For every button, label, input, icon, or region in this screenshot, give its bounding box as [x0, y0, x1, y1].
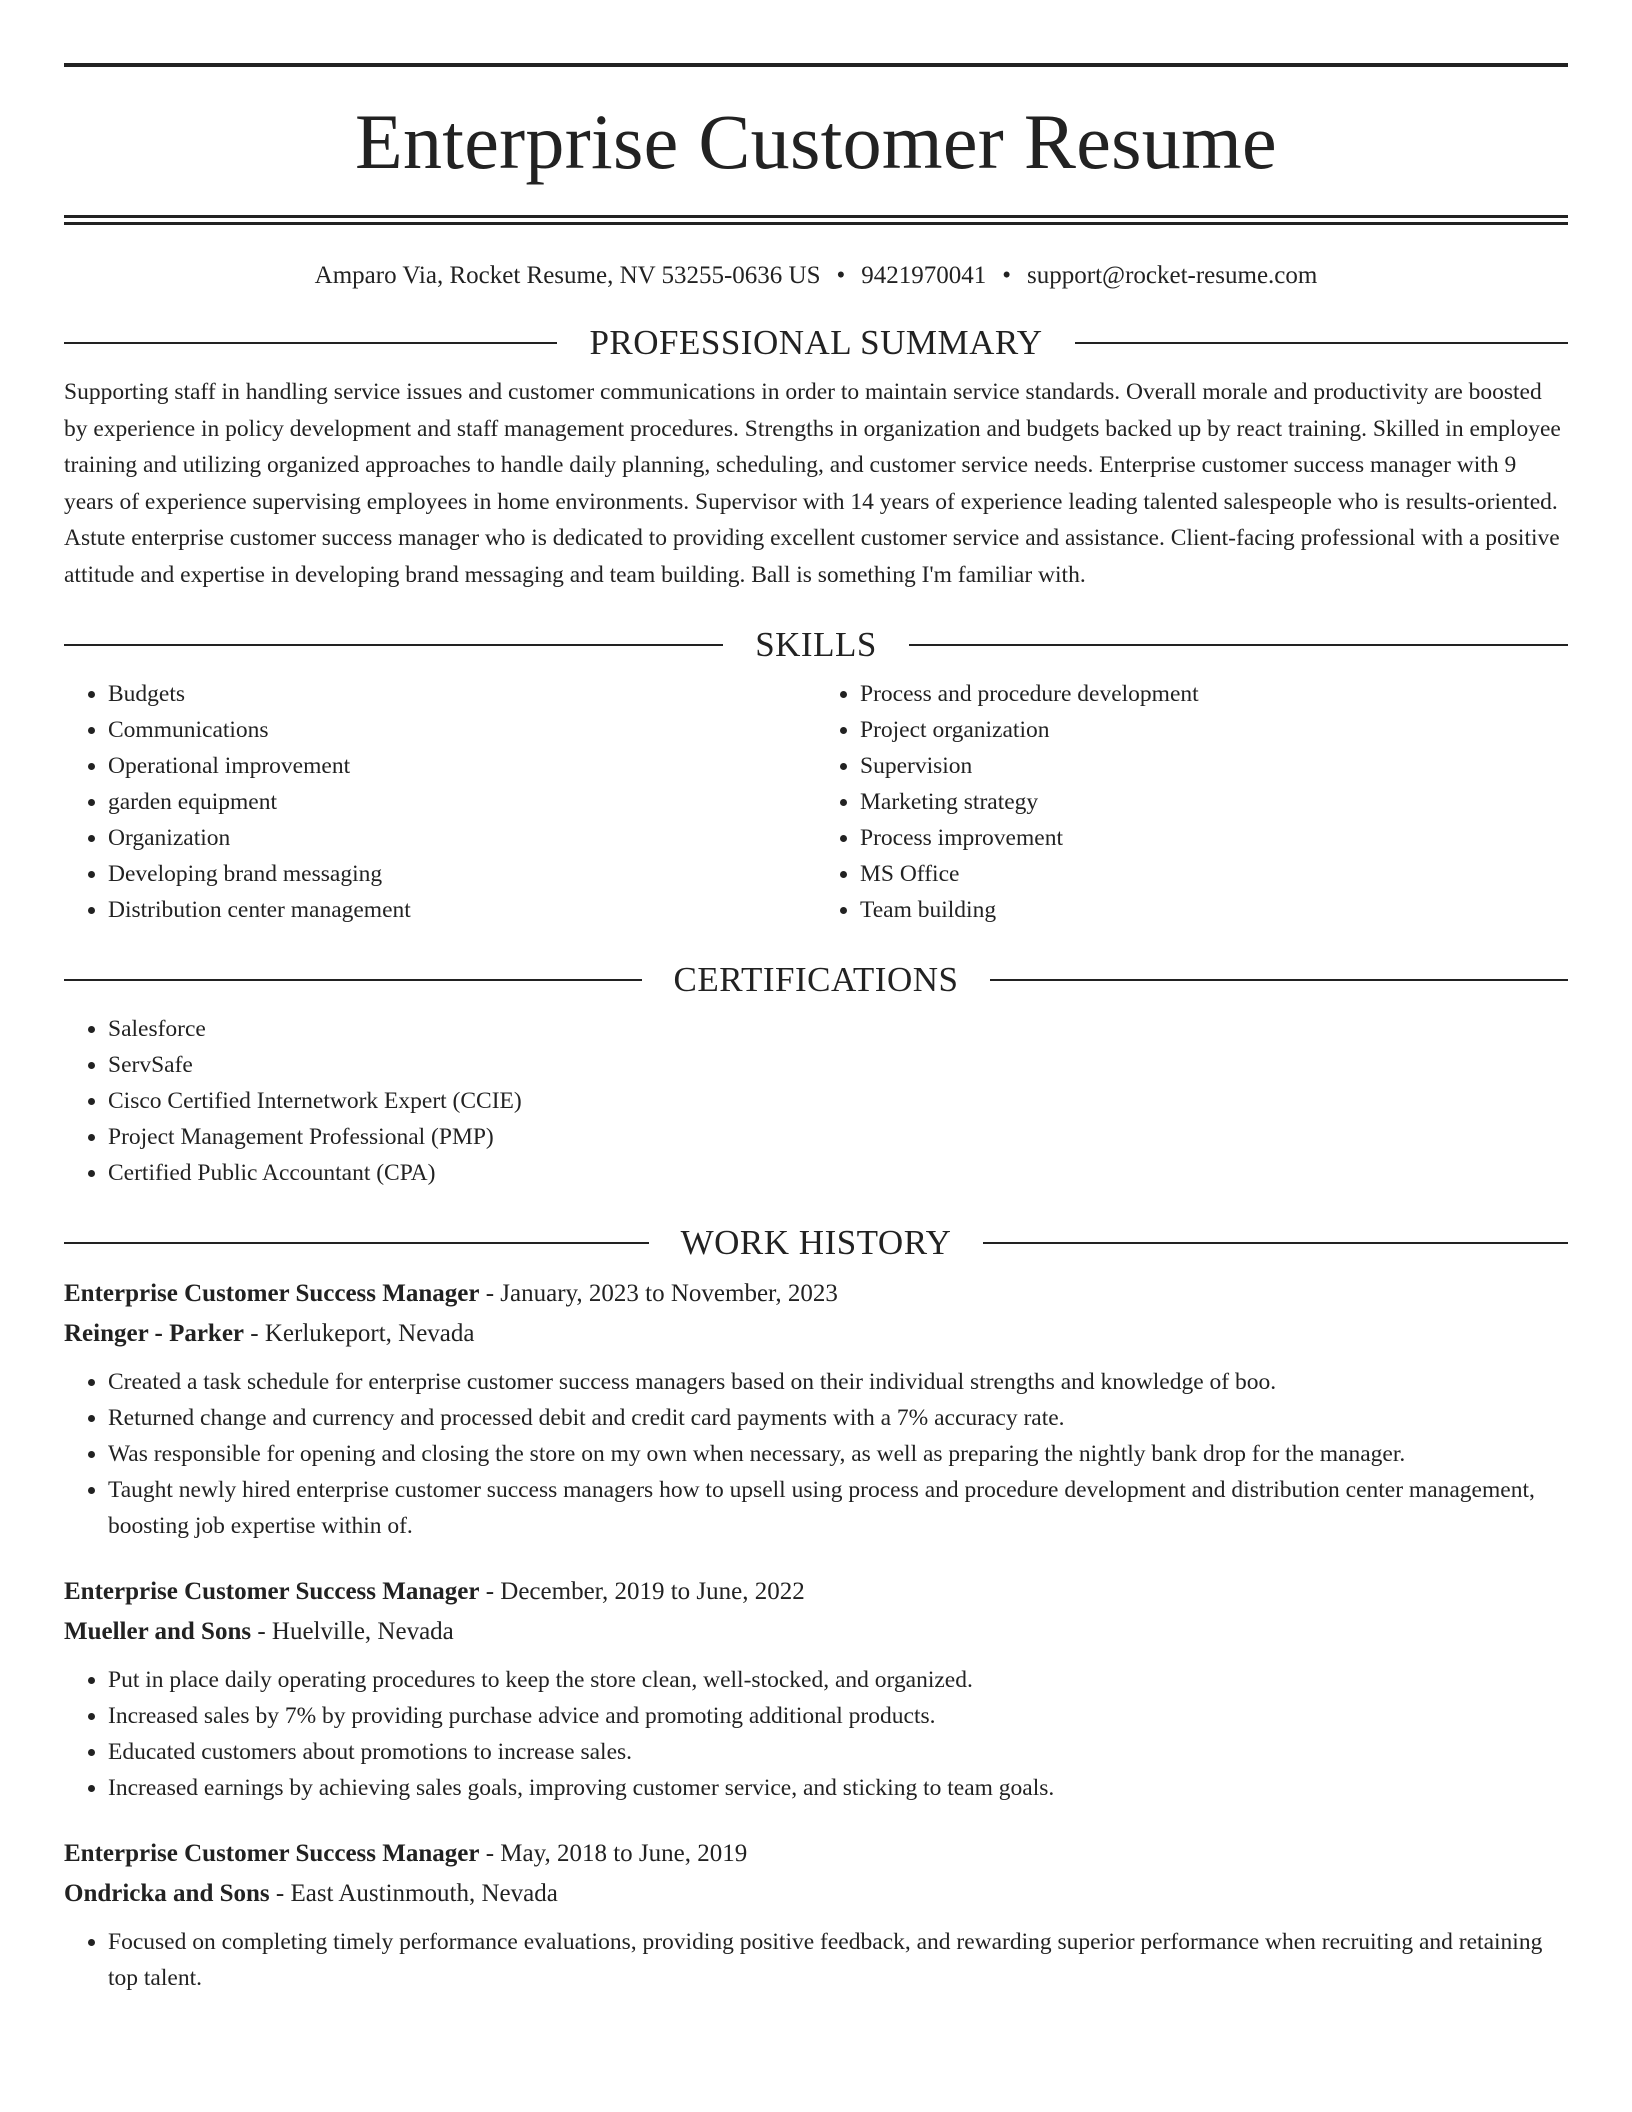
heading-rule-right — [983, 1242, 1568, 1244]
heading-rule-right — [1075, 342, 1568, 344]
summary-text: Supporting staff in handling service issues and customer communications in order to maintain service standards. Overall morale and productivity are boosted by experience in policy development and staff management procedures. Strengths in organization and budgets backed up by react training. Skilled in employee training and utilizing organized approaches to handle daily planning, scheduling, and customer service needs. Enterprise customer success manager with 9 years of experience supervising employees in home environments. Supervisor with 14 years of experience leading talented salespeople who is results-oriented. Astute enterprise customer success manager who is dedicated to providing excellent customer service and assistance. Client-facing professional with a positive attitude and expertise in developing brand messaging and team building. Ball is something I'm familiar with. — [64, 379, 1561, 588]
skill-item: • Supervision — [860, 748, 1568, 784]
top-rule — [64, 63, 1568, 67]
job-bullet: • Increased earnings by achieving sales goals, improving customer service, and sticking to team goals. — [108, 1770, 1568, 1806]
section-heading-summary — [64, 325, 1568, 360]
skill-item: • Organization — [108, 820, 816, 856]
section-title: WORK HISTORY — [680, 1223, 952, 1262]
heading-rule-right — [909, 644, 1568, 646]
heading-rule-left — [64, 342, 557, 344]
job-company: Reinger - Parker — [64, 1320, 245, 1347]
section-title: CERTIFICATIONS — [673, 960, 959, 999]
contact-separator: • — [836, 262, 846, 289]
contact-separator: • — [1002, 262, 1012, 289]
job-dates: - May, 2018 to June, 2019 — [479, 1840, 748, 1867]
job-bullet: • Focused on completing timely performance evaluations, providing positive feedback, and rewarding superior performance when recruiting and retaining top talent. — [108, 1924, 1568, 1996]
job-bullet: • Taught newly hired enterprise customer success managers how to upsell using process and procedure development and distribution center management, boosting job expertise within of. — [108, 1472, 1568, 1544]
job-company: Mueller and Sons — [64, 1618, 252, 1645]
skills-grid — [64, 676, 1568, 928]
skills-list-right — [816, 676, 1568, 928]
job-bullets — [64, 1364, 1568, 1544]
job-dates: - January, 2023 to November, 2023 — [479, 1280, 838, 1307]
skill-item: • Budgets — [108, 676, 816, 712]
section-heading-work — [64, 1225, 1568, 1260]
skill-item: • Operational improvement — [108, 748, 816, 784]
job-bullet: • Created a task schedule for enterprise customer success managers based on their individual strengths and knowledge of boo. — [108, 1364, 1568, 1400]
job-title: Enterprise Customer Success Manager — [64, 1280, 480, 1307]
job-bullet: • Put in place daily operating procedures to keep the store clean, well-stocked, and organized. — [108, 1662, 1568, 1698]
job-location: - East Austinmouth, Nevada — [269, 1880, 558, 1907]
job-company-line — [64, 1612, 1568, 1652]
job-title: Enterprise Customer Success Manager — [64, 1840, 480, 1867]
skills-list-left — [64, 676, 816, 928]
contact-phone: 9421970041 — [861, 262, 987, 289]
section-heading-skills — [64, 627, 1568, 662]
job-bullets — [64, 1924, 1568, 1996]
skill-item: • Developing brand messaging — [108, 856, 816, 892]
job-title-line — [64, 1572, 1568, 1612]
skill-item: • Marketing strategy — [860, 784, 1568, 820]
skill-item: • MS Office — [860, 856, 1568, 892]
section-title: PROFESSIONAL SUMMARY — [589, 323, 1043, 362]
skill-item: • garden equipment — [108, 784, 816, 820]
job-title: Enterprise Customer Success Manager — [64, 1578, 480, 1605]
section-heading-certifications — [64, 962, 1568, 997]
heading-rule-left — [64, 979, 642, 981]
skill-item: • Project organization — [860, 712, 1568, 748]
job-bullet: • Educated customers about promotions to increase sales. — [108, 1734, 1568, 1770]
job-bullets — [64, 1662, 1568, 1806]
heading-rule-left — [64, 644, 723, 646]
job-bullet: • Returned change and currency and processed debit and credit card payments with a 7% accuracy rate. — [108, 1400, 1568, 1436]
contact-email: support@rocket-resume.com — [1027, 262, 1318, 289]
job-bullet: • Was responsible for opening and closing the store on my own when necessary, as well as preparing the nightly bank drop for the manager. — [108, 1436, 1568, 1472]
resume-page — [64, 0, 1568, 1996]
certification-item: • Certified Public Accountant (CPA) — [108, 1155, 1568, 1191]
job-dates: - December, 2019 to June, 2022 — [479, 1578, 805, 1605]
job-entry — [64, 1572, 1568, 1806]
job-entry — [64, 1274, 1568, 1544]
job-entry — [64, 1834, 1568, 1996]
section-title: SKILLS — [755, 625, 877, 664]
skill-item: • Team building — [860, 892, 1568, 928]
certification-item: • Salesforce — [108, 1011, 1568, 1047]
skill-item: • Communications — [108, 712, 816, 748]
certifications-list — [64, 1011, 1568, 1191]
skill-item: • Process and procedure development — [860, 676, 1568, 712]
skill-item: • Process improvement — [860, 820, 1568, 856]
skill-item: • Distribution center management — [108, 892, 816, 928]
resume-title: Enterprise Customer Resume — [355, 98, 1277, 185]
job-location: - Huelville, Nevada — [251, 1618, 454, 1645]
contact-line — [64, 261, 1568, 291]
certification-item: • ServSafe — [108, 1047, 1568, 1083]
heading-rule-left — [64, 1242, 649, 1244]
certification-item: • Cisco Certified Internetwork Expert (CCIE) — [108, 1083, 1568, 1119]
job-bullet: • Increased sales by 7% by providing purchase advice and promoting additional products. — [108, 1698, 1568, 1734]
heading-rule-right — [990, 979, 1568, 981]
job-title-line — [64, 1834, 1568, 1874]
job-company: Ondricka and Sons — [64, 1880, 270, 1907]
title-double-rule — [64, 215, 1568, 225]
job-company-line — [64, 1314, 1568, 1354]
job-location: - Kerlukeport, Nevada — [244, 1320, 475, 1347]
certification-item: • Project Management Professional (PMP) — [108, 1119, 1568, 1155]
job-company-line — [64, 1874, 1568, 1914]
contact-address: Amparo Via, Rocket Resume, NV 53255-0636 US — [314, 262, 821, 289]
job-title-line — [64, 1274, 1568, 1314]
